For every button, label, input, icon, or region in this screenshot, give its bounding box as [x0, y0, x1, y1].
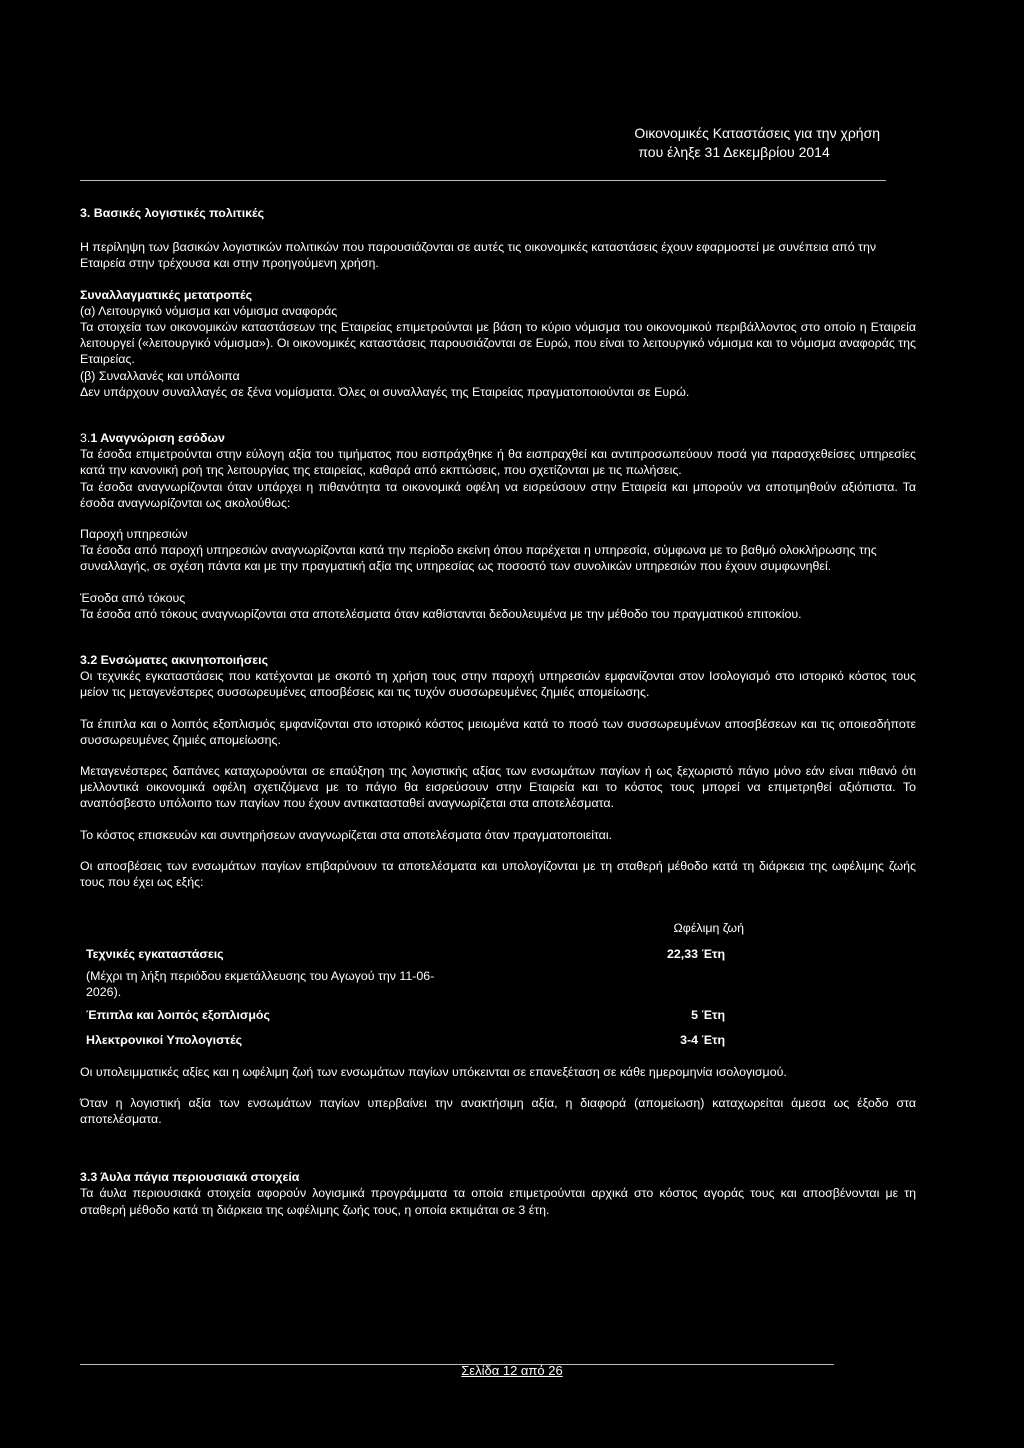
page-content: [80, 205, 916, 1218]
fx-subheading-b: (β) Συναλλανές και υπόλοιπα: [80, 368, 240, 383]
useful-life-table: [86, 920, 744, 1048]
table-row: [86, 1023, 744, 1048]
services-paragraph: Τα έσοδα από παροχή υπηρεσιών αναγνωρίζονται κατά την περίοδο εκείνη όπου παρέχεται η υπηρεσία, σύμφωνα με το βαθμό ολοκλήρωσης της συναλλαγής, σε σχέση πάντα και με την πραγματική αξία της υπηρεσίας ως ποσοστό των συνολικών υπηρεσιών που έχουν συμφωνηθεί.: [80, 543, 877, 574]
ppe-paragraph-4: Το κόστος επισκευών και συντηρήσεων αναγνωρίζεται στα αποτελέσματα όταν πραγματοποιείται.: [80, 827, 613, 842]
fx-subheading-a: (α) Λειτουργικό νόμισμα και νόμισμα αναφοράς: [80, 303, 338, 318]
fx-paragraph-a: Τα στοιχεία των οικονομικών καταστάσεων της Εταιρείας επιμετρούνται με βάση το κύριο νόμισμα του οικονομικού περιβάλλοντος στο οποίο η Εταιρεία λειτουργεί («λειτουργικό νόμισμα»). Οι οικονομικές καταστάσεις παρουσιάζονται σε Ευρώ, που είναι το λειτουργικό νόμισμα και το νόμισμα αναφοράς της Εταιρείας.: [80, 320, 916, 367]
table-note-row: [86, 962, 744, 1000]
useful-life-header: Ωφέλιμη ζωή: [673, 921, 744, 936]
interest-subtitle: Έσοδα από τόκους: [80, 590, 186, 605]
useful-life-header-row: [86, 920, 744, 945]
row-unit: Έτη: [701, 946, 726, 961]
table-row: [86, 1000, 744, 1023]
fx-title: Συναλλαγματικές μετατροπές: [80, 287, 253, 302]
page-number: Σελίδα 12 από 26: [461, 1363, 563, 1378]
row-value: 5: [691, 1008, 698, 1023]
row-value: 3-4: [680, 1033, 698, 1048]
ppe-paragraph-5: Οι αποσβέσεις των ενσωμάτων παγίων επιβαρύνουν τα αποτελέσματα και υπολογίζονται με τη σταθερή μέθοδο κατά τη διάρκεια της ωφέλιμης ζωής τους που έχει ως εξής:: [80, 858, 916, 890]
section-3-3-title: 3.3 Άυλα πάγια περιουσιακά στοιχεία: [80, 1170, 300, 1185]
row-note: (Μέχρι τη λήξη περιόδου εκμετάλλευσης του Αγωγού την 11-06-2026).: [86, 968, 435, 999]
section-3-2-title: 3.2 Ενσώματες ακινητοποιήσεις: [80, 653, 269, 668]
intangibles-paragraph: Τα άυλα περιουσιακά στοιχεία αφορούν λογισμικά προγράμματα τα οποία επιμετρούνται αρχικά στο κόστος αγοράς τους και αποσβένονται με τη σταθερή μέθοδο κατά τη διάρκεια της ωφέλιμης ζωής τους, η οποία εκτιμάται σε 3 έτη.: [80, 1186, 916, 1217]
row-unit: Έτη: [701, 1008, 726, 1023]
revenue-paragraph-2: Τα έσοδα αναγνωρίζονται όταν υπάρχει η πιθανότητα τα οικονομικά οφέλη να εισρεύσουν στην Εταιρεία και μπορούν να αποτιμηθούν αξιόπιστα. Τα έσοδα αναγνωρίζονται ως ακολούθως:: [80, 479, 916, 510]
ppe-paragraph-6: Οι υπολειμματικές αξίες και η ωφέλιμη ζωή των ενσωμάτων παγίων υπόκεινται σε επανεξέταση σε κάθε ημερομηνία ισολογισμού.: [80, 1064, 787, 1079]
row-unit: Έτη: [701, 1033, 726, 1048]
interest-paragraph: Τα έσοδα από τόκους αναγνωρίζονται στα αποτελέσματα όταν καθίστανται δεδουλευμένα με την μέθοδο του πραγματικού επιτοκίου.: [80, 606, 802, 621]
section-3-1-number: 3.: [80, 431, 91, 446]
ppe-paragraph-1: Οι τεχνικές εγκαταστάσεις που κατέχονται με σκοπό τη χρήση τους στην παροχή υπηρεσιών εμφανίζονται στον Ισολογισμό στο ιστορικό κόστος τους μείον τις μεταγενέστερες συσσωρευμένες αποσβέσεις και τις τυχόν συσσωρευμένες ζημιές απομείωσης.: [80, 669, 916, 700]
header-rule: [80, 180, 886, 181]
section-3-intro: Η περίληψη των βασικών λογιστικών πολιτικών που παρουσιάζονται σε αυτές τις οικονομικές καταστάσεις έχουν εφαρμοστεί με συνέπεια από την Εταιρεία στην τρέχουσα και στην προηγούμενη χρήση.: [80, 240, 877, 271]
ppe-paragraph-2: Τα έπιπλα και ο λοιπός εξοπλισμός εμφανίζονται στο ιστορικό κόστος μειωμένα κατά το ποσό των συσσωρευμένων αποσβέσεων και τις οποιεσδήποτε συσσωρευμένες ζημιές απομείωσης.: [80, 716, 916, 747]
services-subtitle: Παροχή υπηρεσιών: [80, 527, 188, 542]
header-line-1: Οικονομικές Καταστάσεις για την χρήση: [634, 125, 880, 141]
row-label: Έπιπλα και λοιπός εξοπλισμός: [86, 1008, 270, 1023]
ppe-paragraph-7: Όταν η λογιστική αξία των ενσωμάτων παγίων υπερβαίνει την ανακτήσιμη αξία, η διαφορά (απομείωση) καταχωρείται άμεσα ως έξοδο στα αποτελέσματα.: [80, 1095, 916, 1126]
revenue-paragraph-1: Τα έσοδα επιμετρούνται στην εύλογη αξία του τιμήματος που εισπράχθηκε ή θα εισπραχθεί και αντιπροσωπεύουν ποσά για παρασχεθείσες υπηρεσίες κατά την κανονική ροή της λειτουργίας της εταιρείας, καθαρά από εκπτώσεις, που σχετίζονται με τις πωλήσεις.: [80, 447, 916, 478]
page-header: [634, 124, 880, 162]
header-line-2: που έληξε 31 Δεκεμβρίου 2014: [638, 144, 830, 160]
row-label: Ηλεκτρονικοί Υπολογιστές: [86, 1033, 243, 1048]
section-3-title: 3. Βασικές λογιστικές πολιτικές: [80, 206, 265, 220]
row-value: 22,33: [666, 946, 698, 961]
page-footer: [0, 1363, 1024, 1378]
section-3-1-heading: 1 Αναγνώριση εσόδων: [90, 431, 225, 446]
row-label: Τεχνικές εγκαταστάσεις: [86, 946, 224, 961]
ppe-paragraph-3: Μεταγενέστερες δαπάνες καταχωρούνται σε επαύξηση της λογιστικής αξίας των ενσωμάτων παγίων ή ως ξεχωριστό πάγιο μόνο εάν είναι πιθανό ότι μελλοντικά οικονομικά οφέλη σχετιζόμενα με το πάγιο θα εισρεύσουν στην Εταιρεία και το κόστος τους μπορεί να επιμετρηθεί αξιόπιστα. Το αναπόσβεστο υπόλοιπο των παγίων που έχουν αντικατασταθεί αναγνωρίζεται στα αποτελέσματα.: [80, 764, 916, 811]
table-row: [86, 946, 744, 962]
section-3-1-title: [80, 430, 916, 446]
fx-paragraph-b: Δεν υπάρχουν συναλλαγές σε ξένα νομίσματα. Όλες οι συναλλαγές της Εταιρείας πραγματοποιούνται σε Ευρώ.: [80, 384, 690, 399]
